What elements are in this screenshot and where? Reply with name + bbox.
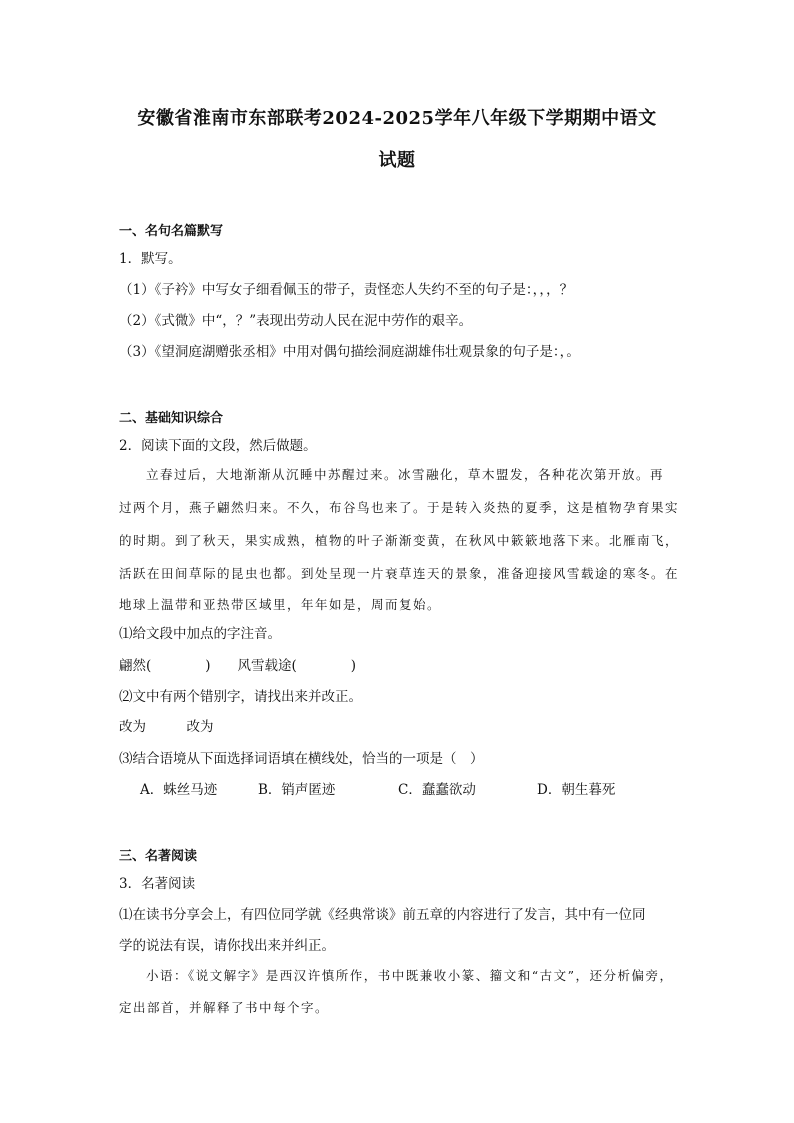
passage-line: 定出部首，并解释了书中每个字。 <box>119 1000 330 1015</box>
question-2-sub-1: ⑴给文段中加点的字注音。 <box>119 626 281 642</box>
section-1-heading: 一、名句名篇默写 <box>119 224 224 239</box>
question-1-part-1: （1）《子衿》中写女子细看佩玉的带子，责怪恋人失约不至的句子是：，，，？ <box>119 282 574 298</box>
passage-line: 立春过后，大地渐渐从沉睡中苏醒过来。冰雪融化，草木盟发，各种花次第开放。再 <box>146 467 665 482</box>
section-2-heading: 二、基础知识综合 <box>119 411 224 426</box>
option-d: D．朝生暮死 <box>537 782 616 798</box>
passage-line: 的时期。到了秋天，果实成熟，植物的叶子渐渐变黄，在秋风中簌簌地落下来。北雁南飞， <box>119 533 680 548</box>
question-2-sub-2: ⑵文中有两个错别字，请找出来并改正。 <box>119 689 362 705</box>
passage-line: 小语：《说文解字》是西汉许慎所作，书中既兼收小篆、籀文和“古文”，还分析偏旁， <box>146 968 674 983</box>
question-3-sub-1-line-2: 学的说法有误，请你找出来并纠正。 <box>119 938 335 954</box>
question-2-sub-2-blanks: 改为 改为 <box>119 719 214 735</box>
question-1-part-3: （3）《望洞庭湖赠张丞相》中用对偶句描绘洞庭湖雄伟壮观景象的句子是：，。 <box>119 344 580 360</box>
section-3-heading: 三、名著阅读 <box>119 849 198 864</box>
option-c: C．蠢蠢欲动 <box>398 782 476 798</box>
question-2-sub-1-blanks: 翩然( ) 风雪载途( ) <box>119 658 357 674</box>
question-3-stem: 3．名著阅读 <box>119 876 196 892</box>
option-a: A．蛛丝马迹 <box>140 782 218 798</box>
question-1-stem: 1．默写。 <box>119 251 182 267</box>
option-b: B．销声匿迹 <box>258 782 336 798</box>
question-2-sub-3: ⑶结合语境从下面选择词语填在横线处，恰当的一项是（ ） <box>119 751 484 767</box>
passage-line: 地球上温带和亚热带区域里，年年如是，周而复始。 <box>119 597 442 612</box>
passage-line: 过两个月，燕子翩然归来。不久，布谷鸟也来了。于是转入炎热的夏季，这是植物孕育果实 <box>119 500 680 515</box>
document-title-line-2: 试题 <box>378 150 416 171</box>
question-2-stem: 2．阅读下面的文段，然后做题。 <box>119 438 317 454</box>
document-title-line-1: 安徽省淮南市东部联考2024-2025学年八年级下学期期中语文 <box>137 108 657 129</box>
question-3-sub-1-line-1: ⑴在读书分享会上，有四位同学就《经典常谈》前五章的内容进行了发言，其中有一位同 <box>119 907 646 923</box>
passage-line: 活跃在田间草际的昆虫也都。到处呈现一片衰草连天的景象，准备迎接风雪载途的寒冬。在 <box>119 566 680 581</box>
question-1-part-2: （2）《式微》中“，？”表现出劳动人民在泥中劳作的艰辛。 <box>119 313 473 329</box>
